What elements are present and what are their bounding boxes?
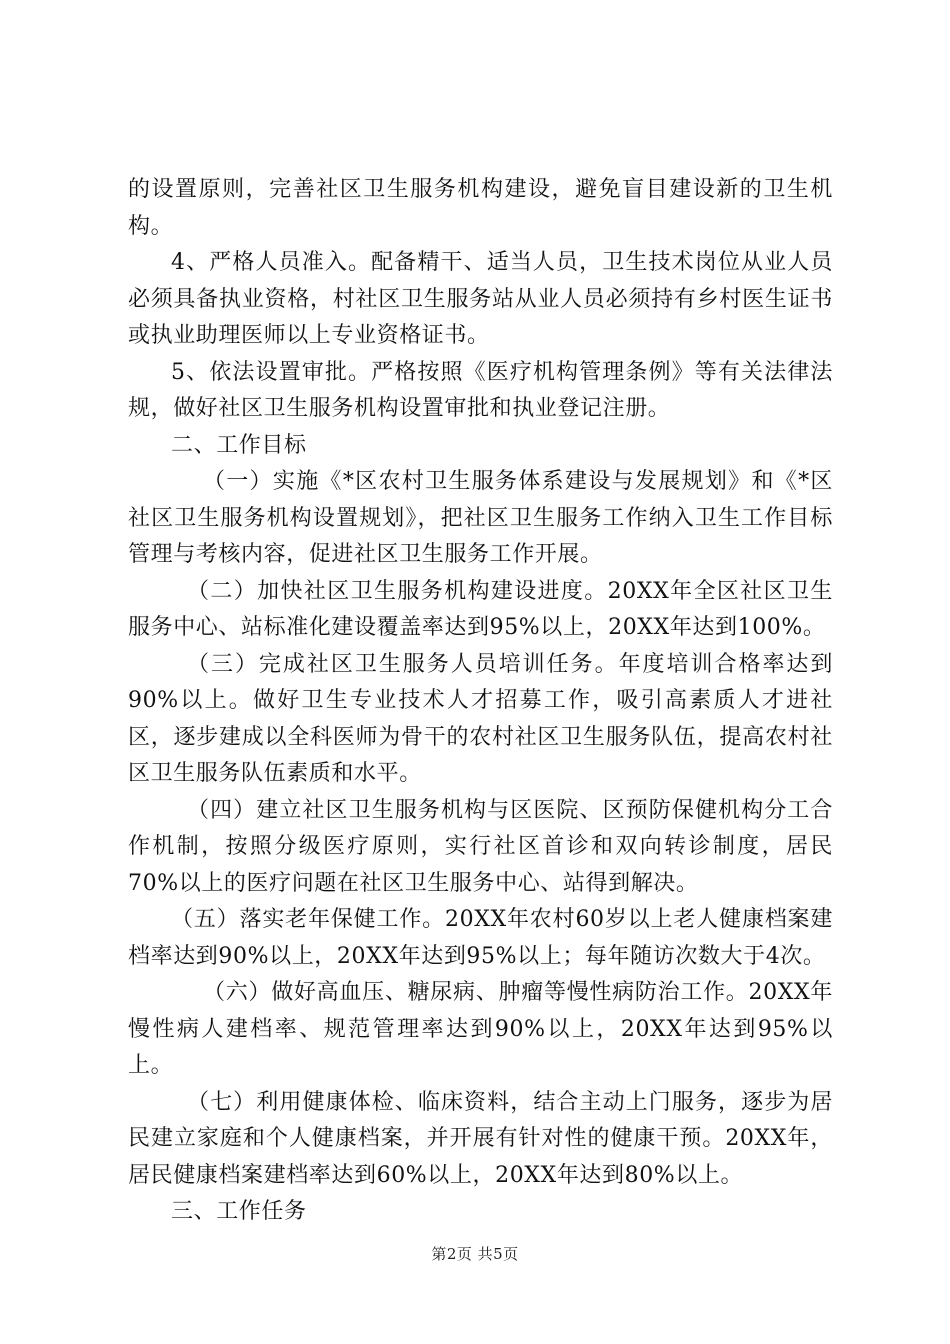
document-body [128,172,833,1231]
section-heading-work-tasks: 三、工作任务 [171,1199,307,1224]
paragraph-goal-5: （五）落实老年保健工作。20XX年农村60岁以上老人健康档案建档率达到90%以上，20XX年达到95%以上；每年随访次数大于4次。 [128,907,833,969]
paragraph-item-4: 4、严格人员准入。配备精干、适当人员，卫生技术岗位从业人员必须具备执业资格，村社区卫生服务站从业人员必须持有乡村医生证书或执业助理医师以上专业资格证书。 [128,250,833,348]
section-heading-work-goals: 二、工作目标 [171,432,307,458]
paragraph-item-5: 5、依法设置审批。严格按照《医疗机构管理条例》等有关法律法规，做好社区卫生服务机构设置审批和执业登记注册。 [128,359,833,421]
paragraph-goal-4: （四）建立社区卫生服务机构与区医院、区预防保健机构分工合作机制，按照分级医疗原则，实行社区首诊和双向转诊制度，居民70%以上的医疗问题在社区卫生服务中心、站得到解决。 [128,797,833,896]
paragraph-goal-3: （三）完成社区卫生服务人员培训任务。年度培训合格率达到90%以上。做好卫生专业技术人才招募工作，吸引高素质人才进社区，逐步建成以全科医师为骨干的农村社区卫生服务队伍，提高农村社区卫生服务队伍素质和水平。 [128,651,833,786]
paragraph-goal-1: （一）实施《*区农村卫生服务体系建设与发展规划》和《*区社区卫生服务机构设置规划》，把社区卫生服务工作纳入卫生工作目标管理与考核内容，促进社区卫生服务工作开展。 [128,469,833,567]
paragraph-goal-6: （六）做好高血压、糖尿病、肿瘤等慢性病防治工作。20XX年慢性病人建档率、规范管理率达到90%以上，20XX年达到95%以上。 [128,980,833,1078]
paragraph-goal-7: （七）利用健康体检、临床资料，结合主动上门服务，逐步为居民建立家庭和个人健康档案，并开展有针对性的健康干预。20XX年，居民健康档案建档率达到60%以上，20XX年达到80%以上。 [128,1089,833,1188]
page-number-footer: 第2页 共5页 [431,1245,519,1263]
paragraph-goal-2: （二）加快社区卫生服务机构建设进度。20XX年全区社区卫生服务中心、站标准化建设覆盖率达到95%以上，20XX年达到100%。 [128,578,833,640]
paragraph-continuation: 的设置原则，完善社区卫生服务机构建设，避免盲目建设新的卫生机构。 [128,177,833,239]
